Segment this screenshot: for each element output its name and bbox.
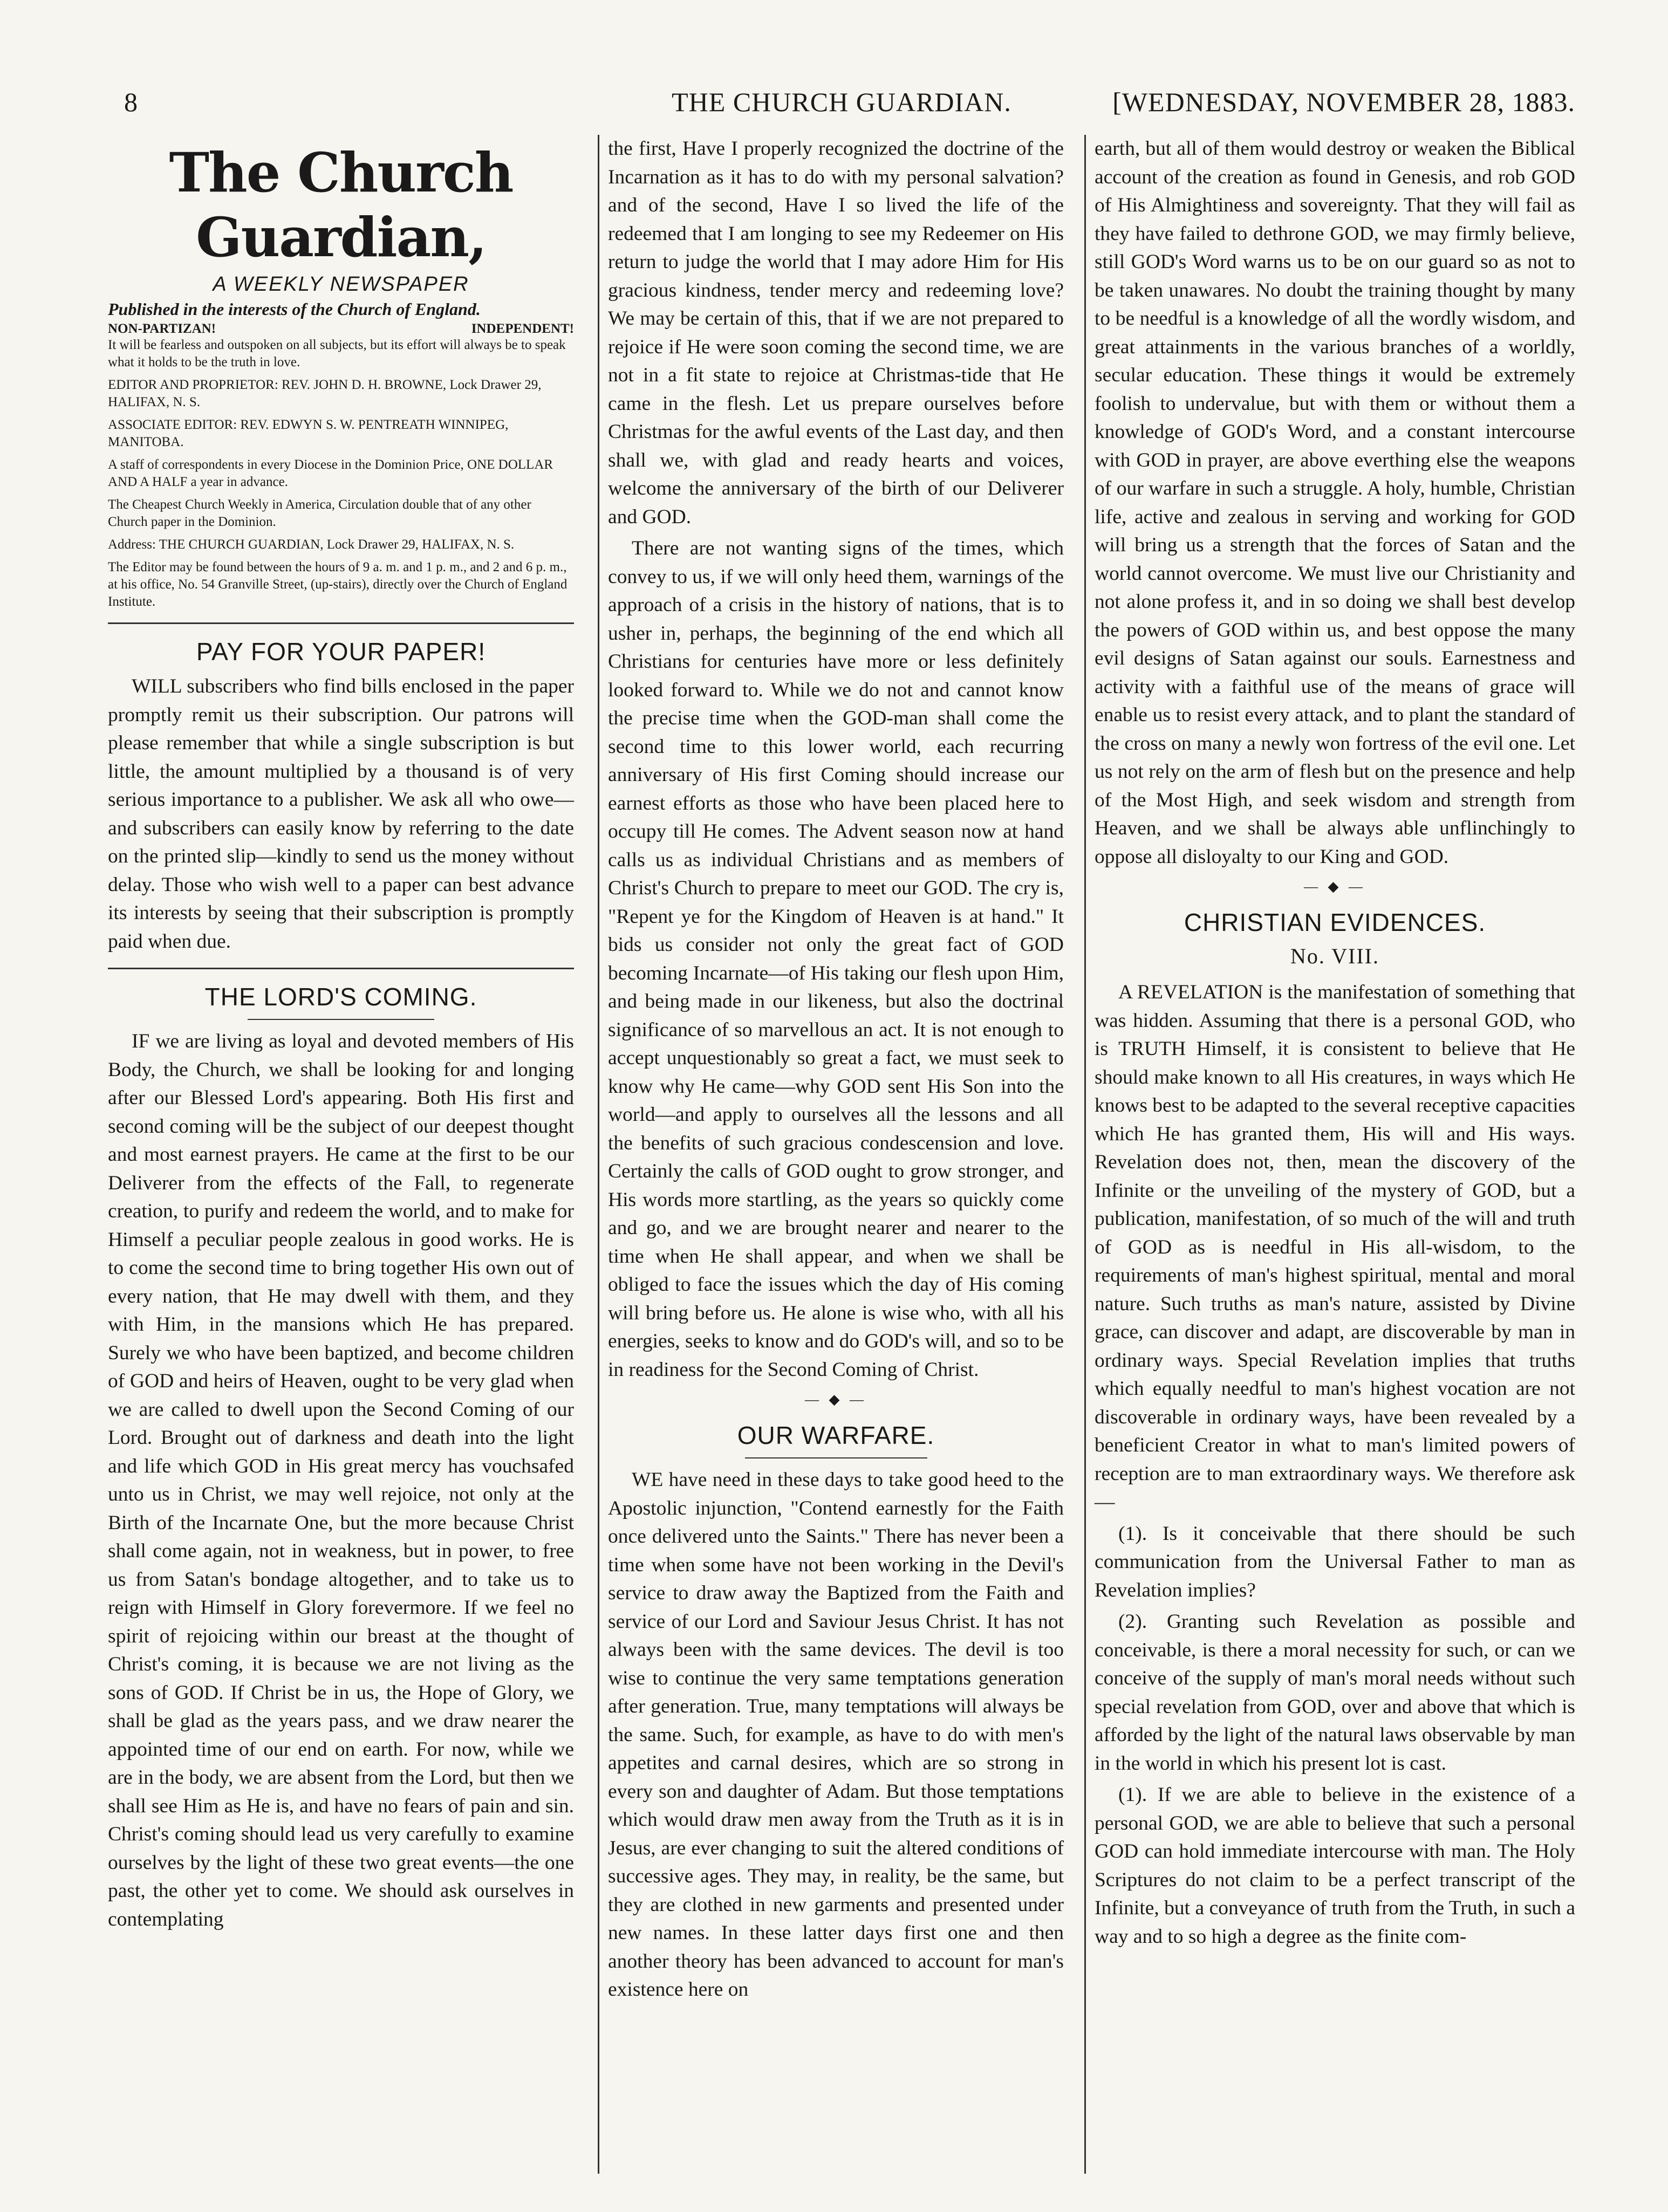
warfare-paragraph-1: WE have need in these days to take good heed to the Apostolic injunction, "Contend earnestly for the Faith once delivered unto the Saints." There has never been a time when some have not been working in the Devil's service to draw away the Baptized from the Faith and service of our Lord and Saviour Jesus Christ. It has not always been with the same devices. The devil is too wise to continue the very same temptations generation after generation. True, many temptations will always be the same. Such, for example, as have to do with men's appetites and carnal desires, which are so strong in every son and daughter of Adam. But those temptations which would draw men away from the Truth as it is in Jesus, are ever changing to suit the altered conditions of successive ages. They may, in reality, be the same, but they are clothed in new garments and presented under new names. In these latter days first one and then another theory has been advanced to account for man's existence here on xyxy=(608,1469,1064,2001)
evidences-heading: CHRISTIAN EVIDENCES. xyxy=(1184,908,1486,936)
column-2 xyxy=(598,135,1072,2174)
warfare-heading: OUR WARFARE. xyxy=(737,1421,935,1449)
column-1 xyxy=(108,135,583,2174)
evidences-paragraph-3: (2). Granting such Revelation as possible and conceivable, is there a moral necessity for such, or can we conceive of the supply of man's moral needs without such special revelation from GOD, over and above that which is afforded by the light of the natural laws observable by man in the world in which his present lot is cast. xyxy=(1095,1611,1575,1775)
section-rule xyxy=(108,968,574,969)
ornament-divider: — ◆ — xyxy=(1304,879,1366,894)
masthead-motto: It will be fearless and outspoken on all subjects, but its effort will always be to speak what it holds to be the truth in love. xyxy=(108,338,566,369)
masthead-address: Address: THE CHURCH GUARDIAN, Lock Drawer 29, HALIFAX, N. S. xyxy=(108,537,515,552)
evidences-paragraph-2: (1). Is it conceivable that there should be such communication from the Universal Father to man as Revelation implies? xyxy=(1095,1522,1575,1601)
running-title: THE CHURCH GUARDIAN. xyxy=(672,87,1011,117)
lords-coming-paragraph-2: the first, Have I properly recognized the doctrine of the Incarnation as it has to do with my personal salvation? and of the second, Have I so lived the life of the redeemed that I am longing to see my Redeemer on His return to judge the world that I may adore Him for His gracious kindness, tender mercy and redeeming love? We may be certain of this, that if we are not prepared to rejoice if He were soon coming the second time, we are not in a fit state to rejoice at Christmas-tide that He came in the flesh. Let us prepare ourselves before Christmas for the awful events of the Last day, and then shall we, with glad and ready hearts and voices, welcome the anniversary of the birth of our Deliverer and GOD. xyxy=(608,138,1064,528)
evidences-paragraph-4: (1). If we are able to believe in the existence of a personal GOD, we are able to believe that such a personal GOD can hold immediate intercourse with man. The Holy Scriptures do not claim to be a perfect transcript of the Infinite, but a conveyance of truth from the Truth, in such a way and to so high a degree as the finite com- xyxy=(1095,1784,1575,1948)
warfare-paragraph-2: earth, but all of them would destroy or weaken the Biblical account of the creation as found in Genesis, and rob GOD of His Almightiness and sovereignty. That they will fail as they have failed to dethrone GOD, we may firmly believe, still GOD's Word warns us to be on our guard so as not to be taken unawares. No doubt the training thought by many to be needful is a knowledge of all the wordly wisdom, and great attainments in the various branches of a worldly, secular education. These things it would be extremely foolish to undervalue, but with them or without them a knowledge of GOD's Word, and a constant intercourse with GOD in prayer, are above everthing else the weapons of our warfare in such a struggle. A holy, humble, Christian life, active and zealous in serving and working for GOD will bring us a strength that the forces of Satan and the world cannot overcome. We must live our Christianity and not alone profess it, and in so doing we shall best develop the powers of GOD within us, and best oppose the many evil designs of Satan against our souls. Earnestness and activity with a faithful use of the means of grace will enable us to resist every attack, and to plant the standard of the cross on many a newly won fortress of the evil one. Let us not rely on the arm of flesh but on the presence and help of the Most High, and seek wisdom and strength from Heaven, and we shall be always able unflinchingly to oppose all disloyalty to our King and GOD. xyxy=(1095,138,1575,868)
non-partizan-label: NON-PARTIZAN! xyxy=(108,321,216,336)
masthead-published: Published in the interests of the Church of England. xyxy=(108,299,481,319)
masthead-office-hours: The Editor may be found between the hours of 9 a. m. and 1 p. m., and 2 and 6 p. m., at his office, No. 54 Granville Street, (up-stairs), directly over the Church of England Institute. xyxy=(108,560,568,609)
masthead-editor: EDITOR AND PROPRIETOR: REV. JOHN D. H. BROWNE, Lock Drawer 29, HALIFAX, N. S. xyxy=(108,378,542,409)
pay-heading: PAY FOR YOUR PAPER! xyxy=(196,638,486,666)
section-rule xyxy=(108,622,574,624)
masthead-correspondents: A staff of correspondents in every Diocese in the Dominion Price, ONE DOLLAR AND A HALF a year in advance. xyxy=(108,457,553,489)
lords-coming-paragraph-1: IF we are living as loyal and devoted members of His Body, the Church, we shall be looking for and longing after our Blessed Lord's appearing. Both His first and second coming will be the subject of our deepest thought and most earnest prayers. He came at the first to be our Deliverer from the effects of the Fall, to regenerate creation, to purify and redeem the world, and to make for Himself a peculiar people zealous in good works. He is to come the second time to bring together His own out of every nation, that He may dwell with them, and they with Him, in the mansions which He has prepared. Surely we who have been baptized, and become children of GOD and heirs of Heaven, ought to be very glad when we are called to dwell upon the Second Coming of our Lord. Brought out of darkness and death into the light and life which GOD in His great mercy has vouchsafed unto us in Christ, we may well rejoice, not only at the Birth of the Incarnate One, but the more because Christ shall come again, not in weakness, but in power, to free us from Satan's bondage altogether, and to take us to reign with Himself in Glory forevermore. If we feel no spirit of rejoicing within our breast at the thought of Christ's coming, it is because we are not living as the sons of GOD. If Christ be in us, the Hope of Glory, we shall be glad as the years pass, and we draw nearer the appointed time of our end on earth. For now, while we are in the body, we are absent from the Lord, but then we shall see Him as He is, and have no fears of pain and sin. Christ's coming should lead us very carefully to examine ourselves by the light of these two great events—the one past, the other yet to come. We should ask ourselves in contemplating xyxy=(108,1030,574,1930)
evidences-paragraph-1: A REVELATION is the manifestation of something that was hidden. Assuming that there is a personal GOD, who is TRUTH Himself, it is consistent to believe that He should make known to all His creatures, in ways which He knows best to be adapted to the several receptive capacities which He has granted them, His will and His ways. Revelation does not, then, mean the discovery of the Infinite or the unveiling of the mystery of GOD, but a publication, manifestation, of so much of the will and truth of GOD as is needful in His all-wisdom, to the requirements of man's highest spiritual, mental and moral nature. Such truths as man's nature, assisted by Divine grace, can discover and adapt, are discoverable by man in ordinary ways. Special Revelation implies that truths which equally needful to man's highest vocation are not discoverable in ordinary ways, have been revealed by a beneficient Creator in what to man's limited powers of reception are to man extraordinary ways. We therefore ask— xyxy=(1095,981,1575,1513)
masthead xyxy=(108,140,574,611)
masthead-cheapest: The Cheapest Church Weekly in America, Circulation double that of any other Church paper in the Dominion. xyxy=(108,497,531,529)
column-3 xyxy=(1084,135,1575,2174)
masthead-subtitle: A WEEKLY NEWSPAPER xyxy=(213,273,469,296)
pay-text: WILL subscribers who find bills enclosed in the paper promptly remit us their subscription. Our patrons will please remember that while a single subscription is but little, the amount multiplied by a thousand is of very serious importance to a publisher. We ask all who owe—and subscribers can easily know by referring to the date on the printed slip—kindly to send us the money without delay. Those who wish well to a paper can best advance its interests by seeing that their subscription is promptly paid when due. xyxy=(108,675,574,953)
evidences-number: No. VIII. xyxy=(1290,944,1379,968)
page-number: 8 xyxy=(124,87,138,117)
independent-label: INDEPENDENT! xyxy=(471,321,574,336)
masthead-title: The Church Guardian, xyxy=(169,141,513,269)
ornament-divider: — ◆ — xyxy=(805,1392,867,1407)
masthead-associate-editor: ASSOCIATE EDITOR: REV. EDWYN S. W. PENTREATH WINNIPEG, MANITOBA. xyxy=(108,417,509,449)
lords-coming-heading: THE LORD'S COMING. xyxy=(204,983,477,1011)
page-header xyxy=(108,81,1575,124)
lords-coming-paragraph-3: There are not wanting signs of the times, which convey to us, if we will only heed them, warnings of the approach of a crisis in the history of nations, that is to usher in, perhaps, the beginning of the end which all Christians for centuries have more or less definitely looked forward to. While we do not and cannot know the precise time when the GOD-man shall come the second time to this lower world, each recurring anniversary of His first Coming should increase our earnest efforts as those who have been placed here to occupy till He comes. The Advent season now at hand calls us as individual Christians and as members of Christ's Church to prepare to meet our GOD. The cry is, "Repent ye for the Kingdom of Heaven is at hand." It bids us consider not only the great fact of GOD becoming Incarnate—of His taking our flesh upon Him, and being made in our likeness, but also the doctrinal significance of so marvellous an act. It is not enough to accept unquestionably so great a fact, we must seek to know why He came—why GOD sent His Son into the world—and apply to ourselves all the lessons and all the benefits of such gracious condescension and love. Certainly the calls of GOD ought to grow stronger, and His words more startling, as the years so quickly come and go, and we are brought nearer and nearer to the time when He shall appear, and when we shall be obliged to face the issues which the day of His coming will bring before us. He alone is wise who, with all his energies, seeks to know and do GOD's will, and so to be in readiness for the Second Coming of Christ. xyxy=(608,537,1064,1381)
heading-rule xyxy=(745,1457,927,1458)
issue-date: [WEDNESDAY, NOVEMBER 28, 1883. xyxy=(1112,87,1575,117)
heading-rule xyxy=(248,1019,434,1020)
masthead-tagline xyxy=(108,321,574,337)
